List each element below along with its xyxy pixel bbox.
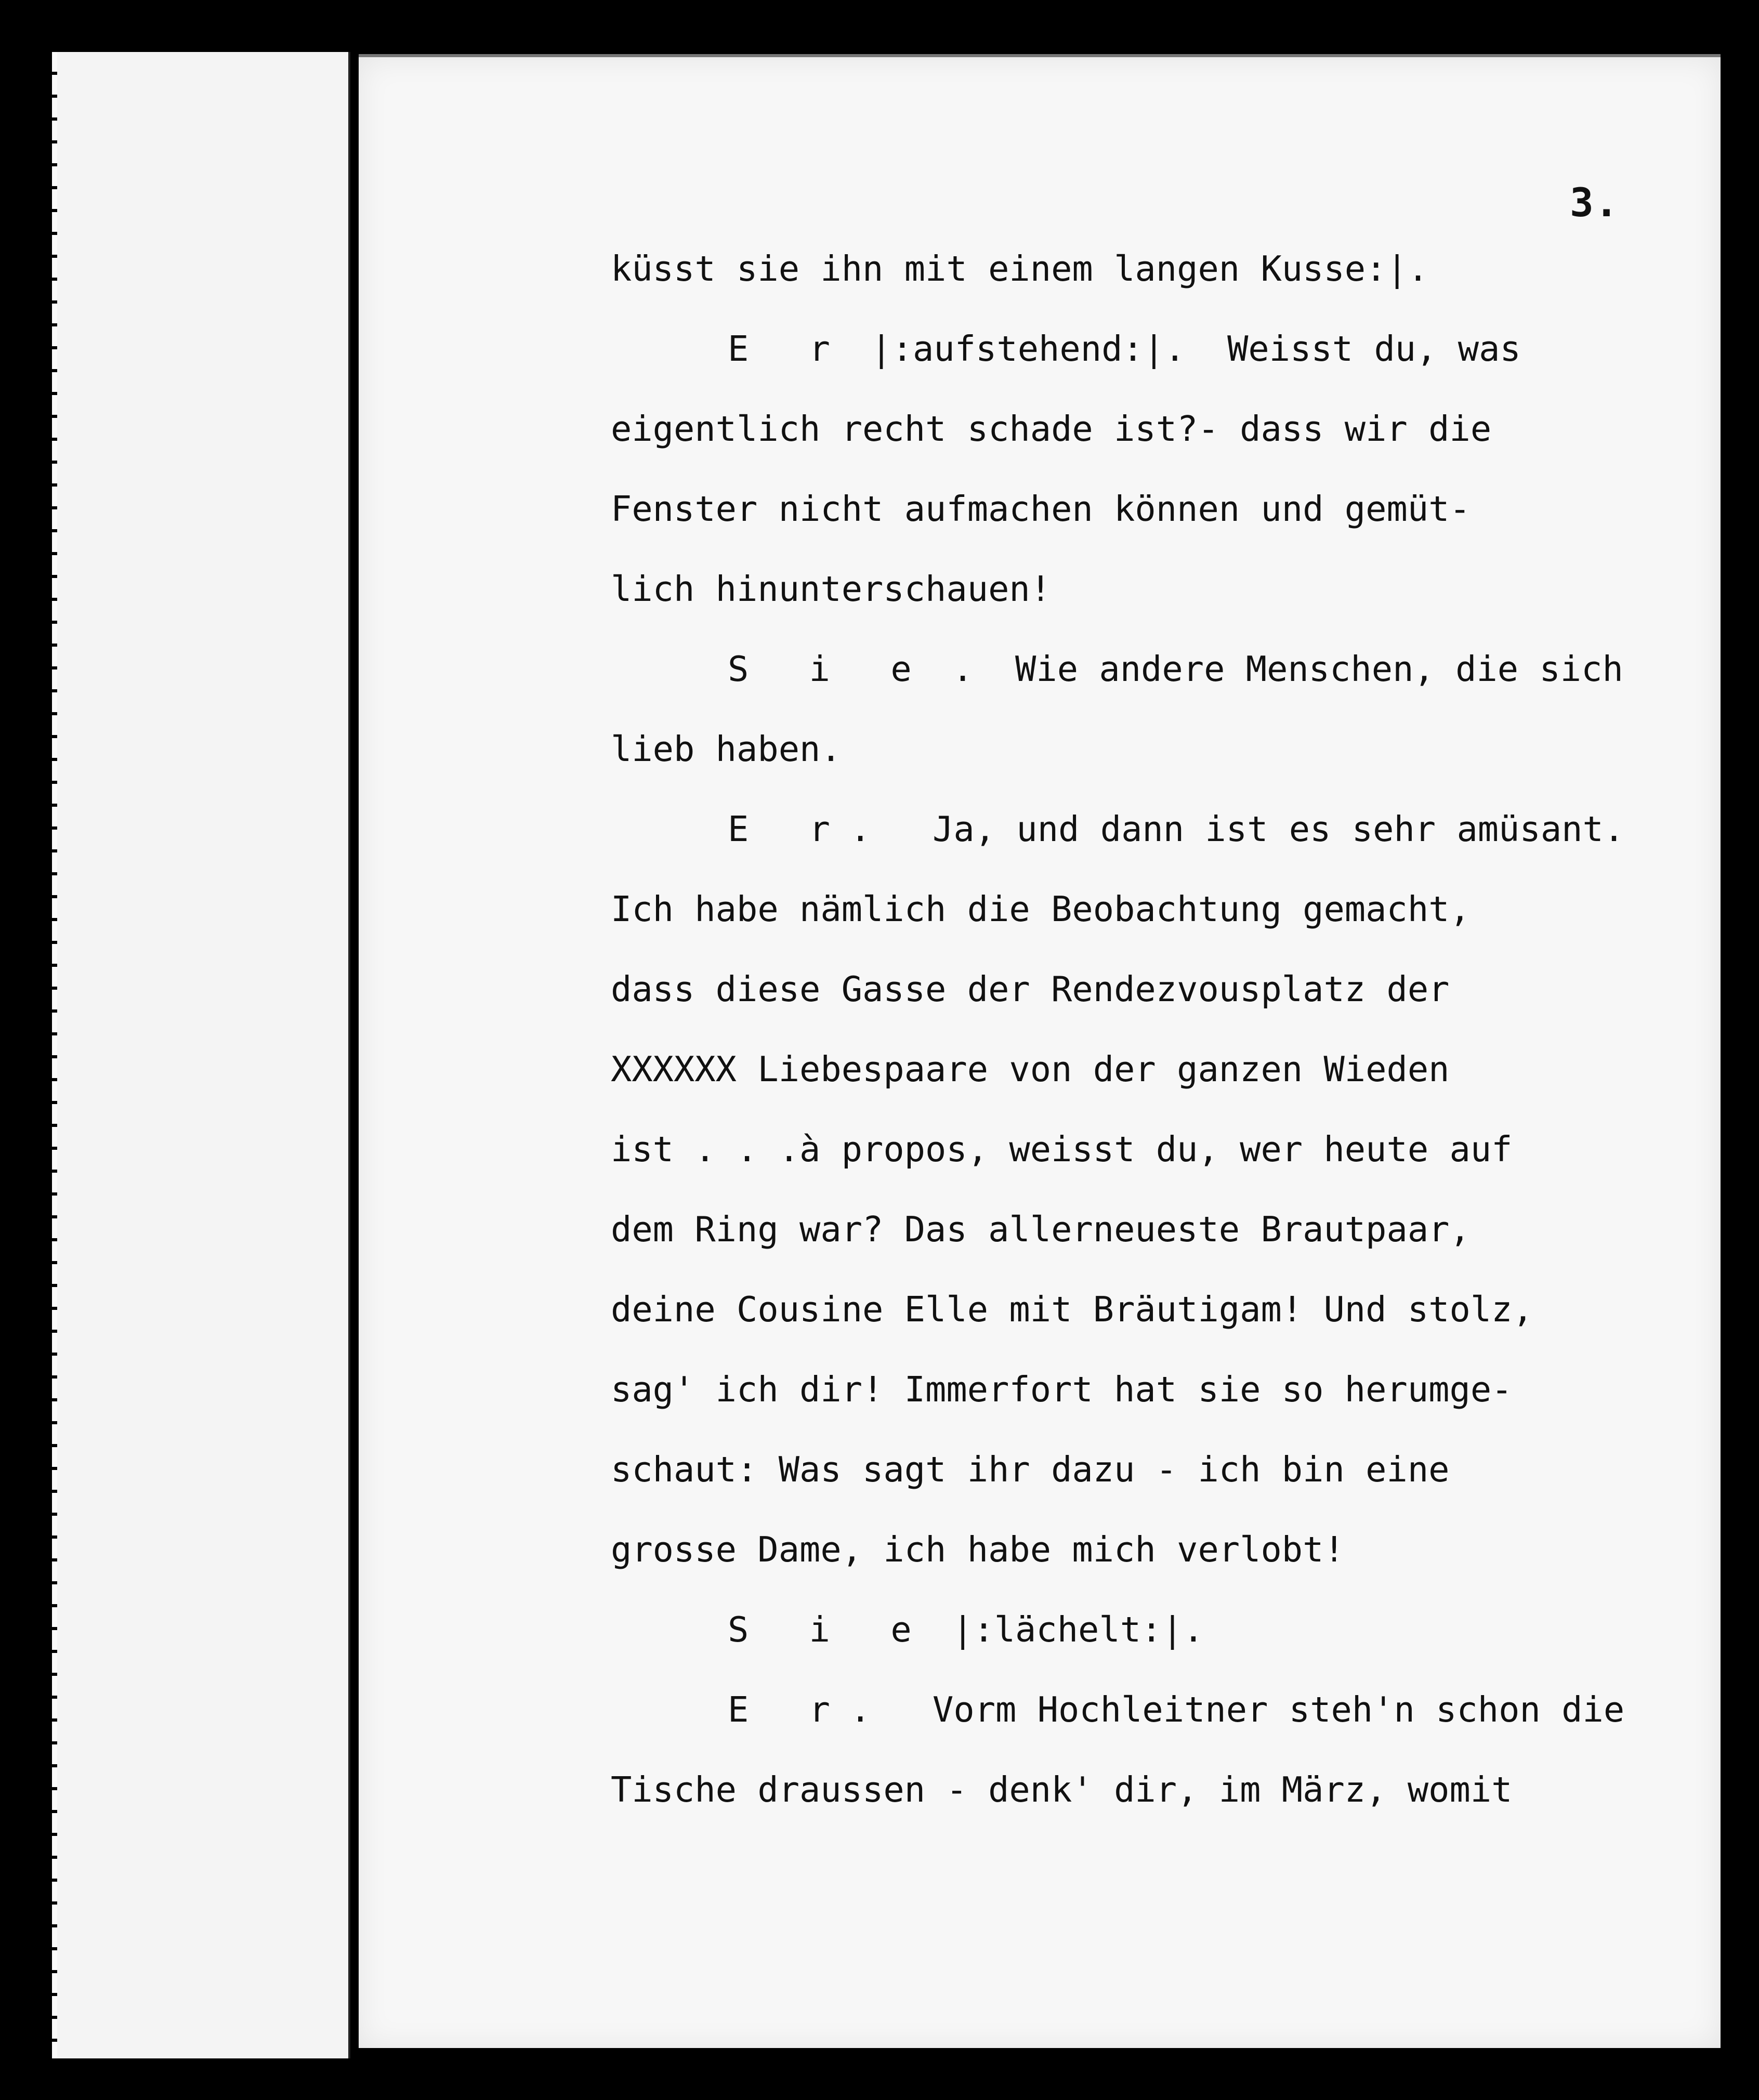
line-text: Tische draussen - denk' dir, im März, womit bbox=[611, 1769, 1513, 1810]
speaker-label: E r. bbox=[728, 1689, 891, 1730]
speaker-label: E r. bbox=[728, 809, 891, 849]
line-text: ist . . .à propos, weisst du, wer heute auf bbox=[611, 1129, 1513, 1170]
line-text: küsst sie ihn mit einem langen Kusse:|. bbox=[611, 248, 1429, 289]
line-text: dass diese Gasse der Rendezvousplatz der bbox=[611, 969, 1450, 1009]
text-line bbox=[611, 309, 1671, 389]
text-line bbox=[611, 1670, 1671, 1750]
line-text: |:lächelt:|. bbox=[931, 1609, 1204, 1650]
text-line bbox=[611, 1269, 1671, 1349]
text-line bbox=[611, 789, 1671, 869]
page-number: 3. bbox=[1570, 179, 1620, 226]
line-text: Ich habe nämlich die Beobachtung gemacht, bbox=[611, 889, 1471, 929]
line-text: Fenster nicht aufmachen können und gemüt- bbox=[611, 489, 1471, 529]
text-line bbox=[611, 229, 1671, 309]
text-line bbox=[611, 1189, 1671, 1269]
line-text: XXXXXX Liebespaare von der ganzen Wieden bbox=[611, 1049, 1450, 1090]
previous-page-strip bbox=[57, 52, 350, 2058]
line-text: lich hinunterschauen! bbox=[611, 569, 1052, 609]
text-line bbox=[611, 1750, 1671, 1830]
text-line bbox=[611, 709, 1671, 789]
line-text: Vorm Hochleitner steh'n schon die bbox=[890, 1689, 1625, 1730]
text-line bbox=[611, 1349, 1671, 1429]
speaker-label: S i e bbox=[728, 1609, 931, 1650]
line-text: grosse Dame, ich habe mich verlobt! bbox=[611, 1529, 1345, 1570]
line-text: eigentlich recht schade ist?- dass wir die bbox=[611, 409, 1492, 449]
speaker-label: E r bbox=[728, 329, 850, 369]
text-line bbox=[611, 1590, 1671, 1670]
text-line bbox=[611, 389, 1671, 469]
text-line bbox=[611, 629, 1671, 709]
text-line bbox=[611, 469, 1671, 549]
line-text: lieb haben. bbox=[611, 729, 842, 769]
typescript-page bbox=[359, 57, 1721, 2048]
line-text: Ja, und dann ist es sehr amüsant. bbox=[890, 809, 1625, 849]
typescript-text bbox=[611, 229, 1671, 1830]
text-line bbox=[611, 1029, 1671, 1109]
text-line bbox=[611, 549, 1671, 629]
line-text: dem Ring war? Das allerneueste Brautpaar, bbox=[611, 1209, 1471, 1250]
line-text: . Wie andere Menschen, die sich bbox=[931, 649, 1623, 689]
text-line bbox=[611, 1109, 1671, 1189]
text-line bbox=[611, 869, 1671, 949]
line-text: |:aufstehend:|. Weisst du, was bbox=[850, 329, 1521, 369]
line-text: deine Cousine Elle mit Bräutigam! Und stolz, bbox=[611, 1289, 1533, 1330]
text-line bbox=[611, 949, 1671, 1029]
text-line bbox=[611, 1510, 1671, 1590]
text-line bbox=[611, 1429, 1671, 1510]
speaker-label: S i e bbox=[728, 649, 931, 689]
line-text: schaut: Was sagt ihr dazu - ich bin eine bbox=[611, 1449, 1450, 1490]
line-text: sag' ich dir! Immerfort hat sie so herumge- bbox=[611, 1369, 1513, 1410]
